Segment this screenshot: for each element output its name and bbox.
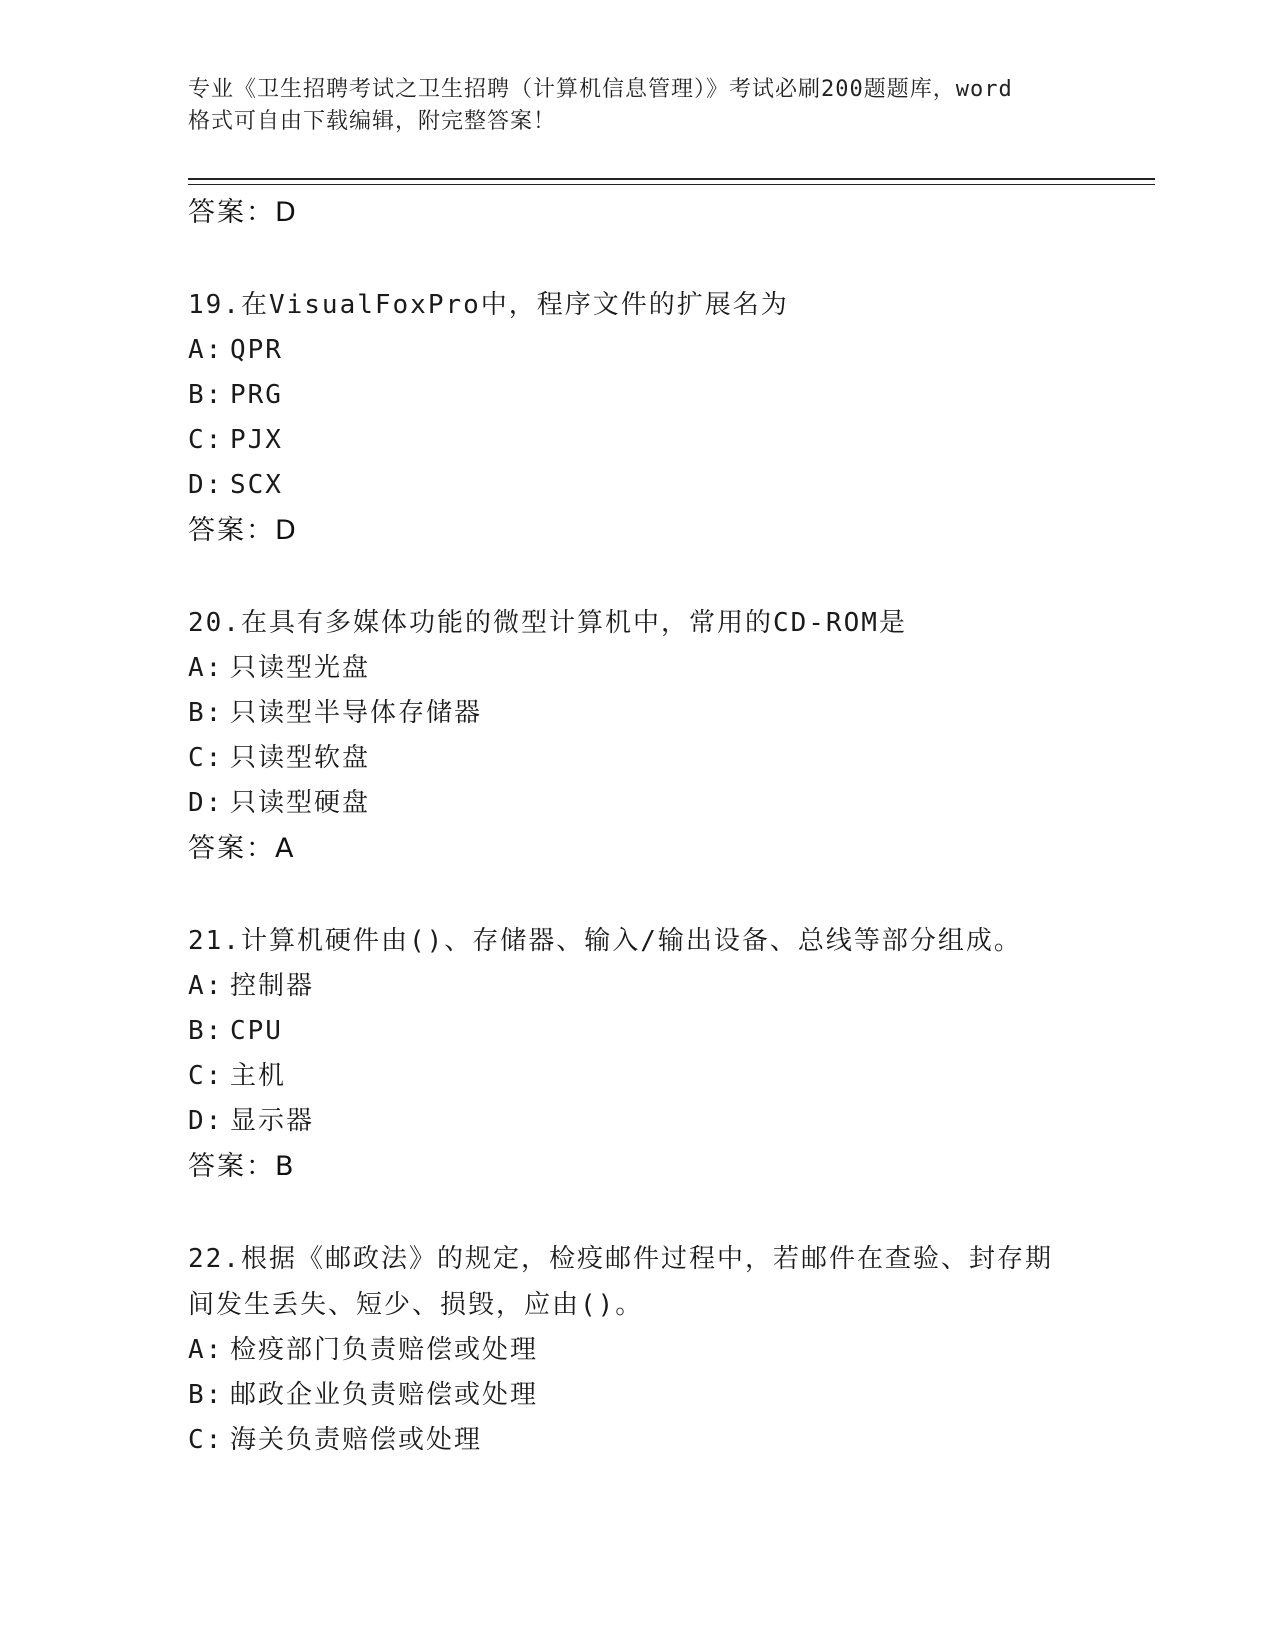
option-text: 检疫部门负责赔偿或处理 [230, 1335, 539, 1365]
option-b [188, 373, 1148, 418]
question-21 [188, 918, 1148, 964]
option-text: QPR [230, 335, 283, 365]
option-text: 主机 [230, 1061, 287, 1091]
option-key: D: [188, 1106, 224, 1136]
option-text: 只读型光盘 [230, 653, 371, 683]
previous-answer: 答案：D [188, 197, 298, 228]
option-c [188, 1418, 1148, 1463]
question-20 [188, 600, 1148, 646]
spacer [188, 553, 1148, 600]
header-rule-thin [188, 184, 1155, 185]
spacer [188, 235, 1148, 282]
spacer [188, 1189, 1148, 1236]
option-d [188, 1099, 1148, 1144]
header-rule-thick [188, 178, 1155, 180]
option-a [188, 1328, 1148, 1373]
option-text: PJX [230, 425, 283, 455]
option-text: SCX [230, 470, 283, 500]
option-key: D: [188, 788, 224, 818]
option-a [188, 646, 1148, 691]
questions-content [188, 190, 1148, 1463]
option-c [188, 1054, 1148, 1099]
option-text: 海关负责赔偿或处理 [230, 1425, 483, 1455]
option-key: C: [188, 425, 224, 455]
option-key: C: [188, 1061, 224, 1091]
option-text: 控制器 [230, 971, 315, 1001]
option-b [188, 691, 1148, 736]
question-stem: 20.在具有多媒体功能的微型计算机中，常用的CD-ROM是 [188, 608, 907, 638]
option-key: A: [188, 335, 224, 365]
option-key: B: [188, 380, 224, 410]
answer-21: 答案：B [188, 1151, 296, 1182]
question-stem: 21.计算机硬件由()、存储器、输入/输出设备、总线等部分组成。 [188, 926, 1022, 956]
option-c [188, 736, 1148, 781]
option-text: 显示器 [230, 1106, 315, 1136]
option-a [188, 964, 1148, 1009]
option-key: C: [188, 743, 224, 773]
option-key: B: [188, 1016, 224, 1046]
option-text: CPU [230, 1016, 283, 1046]
option-key: B: [188, 1380, 224, 1410]
option-text: 邮政企业负责赔偿或处理 [230, 1380, 539, 1410]
header-line-2: 格式可自由下载编辑，附完整答案！ [188, 109, 557, 134]
option-text: 只读型软盘 [230, 743, 371, 773]
option-text: 只读型半导体存储器 [230, 698, 483, 728]
option-c [188, 418, 1148, 463]
option-key: C: [188, 1425, 224, 1455]
document-header [188, 74, 1088, 138]
question-stem-line-1: 22.根据《邮政法》的规定，检疫邮件过程中，若邮件在查验、封存期 [188, 1244, 1053, 1274]
option-text: PRG [230, 380, 283, 410]
option-b [188, 1009, 1148, 1054]
question-22 [188, 1236, 1148, 1328]
answer-19: 答案：D [188, 515, 298, 546]
option-key: A: [188, 1335, 224, 1365]
question-stem-line-2: 间发生丢失、短少、损毁，应由()。 [188, 1290, 644, 1320]
option-d [188, 463, 1148, 508]
option-a [188, 328, 1148, 373]
option-key: A: [188, 971, 224, 1001]
option-key: A: [188, 653, 224, 683]
option-b [188, 1373, 1148, 1418]
option-key: D: [188, 470, 224, 500]
header-line-1: 专业《卫生招聘考试之卫生招聘（计算机信息管理）》考试必刷200题题库，word [188, 77, 1013, 102]
question-stem: 19.在VisualFoxPro中，程序文件的扩展名为 [188, 290, 789, 320]
question-19 [188, 282, 1148, 328]
spacer [188, 871, 1148, 918]
option-key: B: [188, 698, 224, 728]
option-text: 只读型硬盘 [230, 788, 371, 818]
answer-20: 答案：A [188, 833, 296, 864]
option-d [188, 781, 1148, 826]
